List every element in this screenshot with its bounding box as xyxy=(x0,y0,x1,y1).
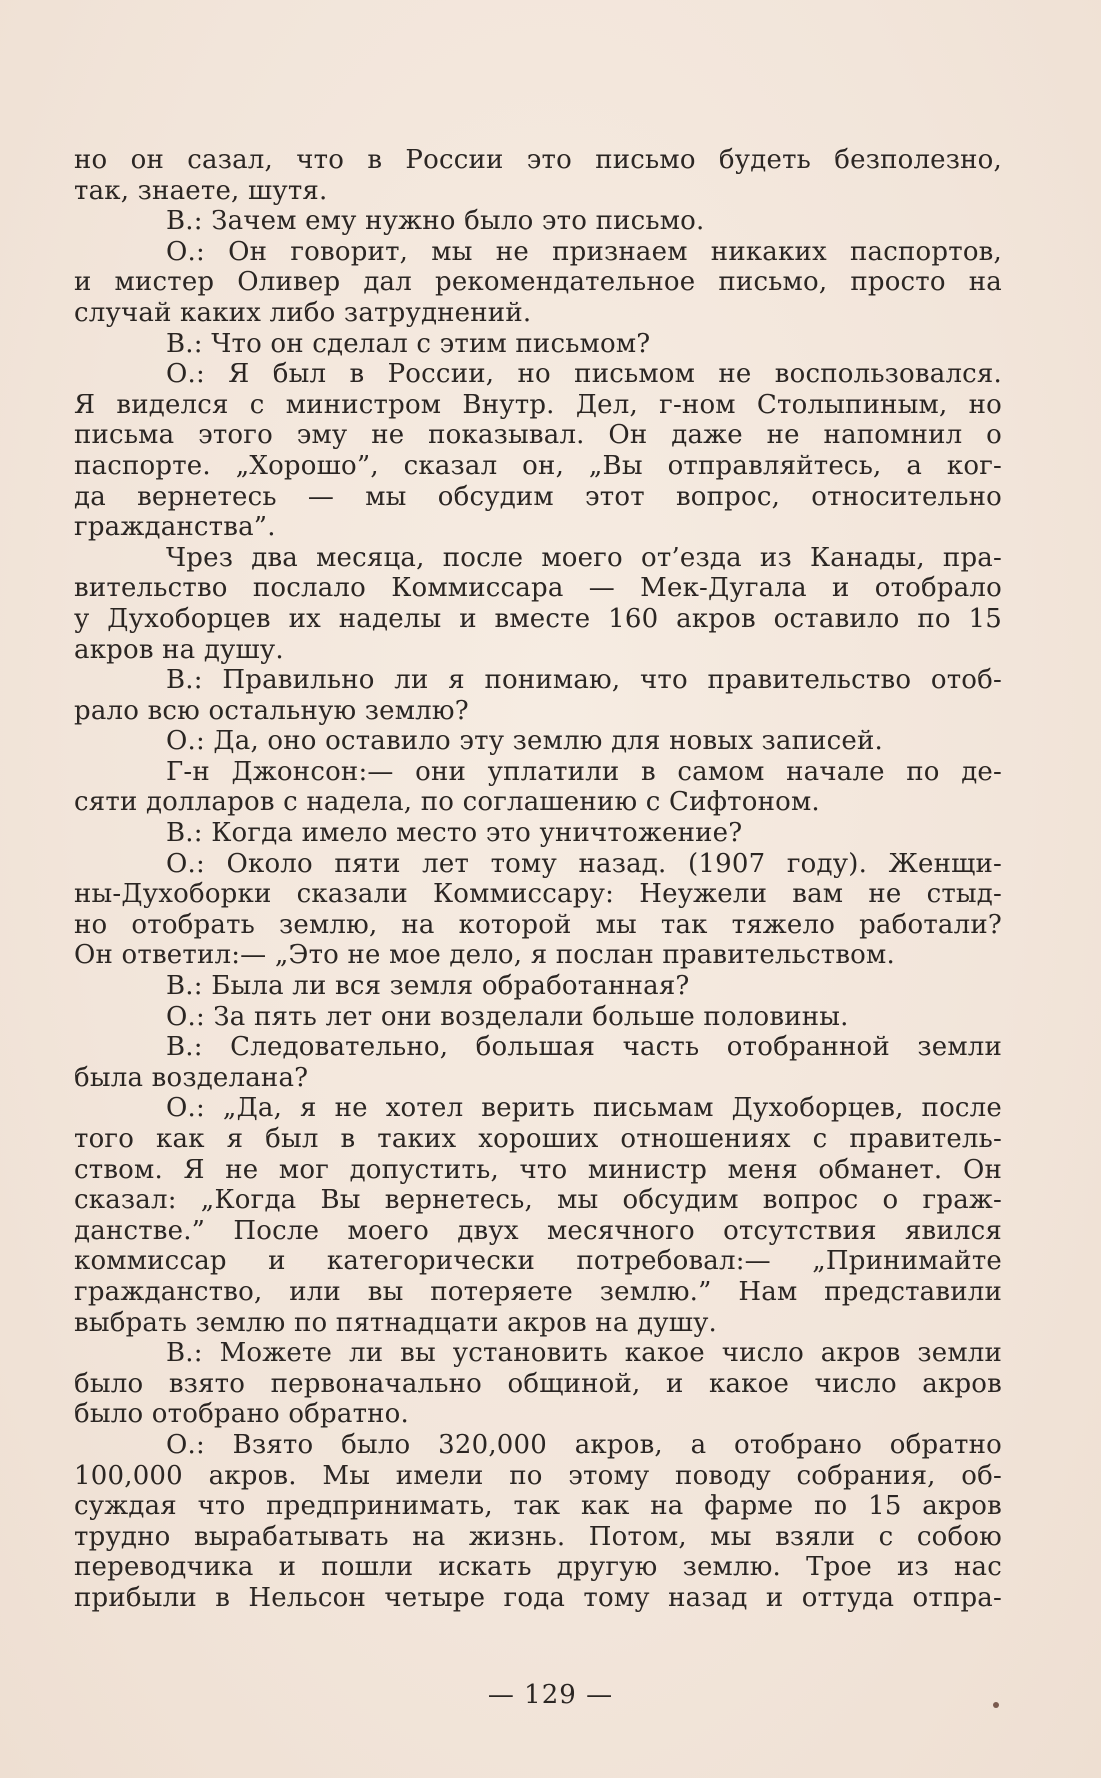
text-line: 100,000 акров. Мы имели по этому поводу собрания, об- xyxy=(74,1460,1002,1491)
text-line: сяти долларов с надела, по соглашению с Сифтоном. xyxy=(74,787,820,818)
text-line: акров на душу. xyxy=(74,634,284,665)
text-line: да вернетесь — мы обсудим этот вопрос, относительно xyxy=(74,481,1002,512)
text-line: Я виделся с министром Внутр. Дел, г-ном Столыпиным, но xyxy=(74,389,1002,420)
text-line: и мистер Оливер дал рекомендательное письмо, просто на xyxy=(74,267,1002,298)
text-line: у Духоборцев их наделы и вместе 160 акров оставило по 15 xyxy=(74,603,1002,634)
text-line: но он сазал, что в России это письмо будеть безполезно, xyxy=(74,145,1002,175)
text-line: суждая что предпринимать, так как на фарме по 15 акров xyxy=(74,1491,1002,1522)
text-line: О.: Около пяти лет тому назад. (1907 году). Женщи- xyxy=(166,848,1002,879)
text-line: В.: Зачем ему нужно было это письмо. xyxy=(166,206,705,237)
ink-speck xyxy=(993,1702,999,1708)
text-line: ством. Я не мог допустить, что министр меня обманет. Он xyxy=(74,1154,1002,1185)
text-line: выбрать землю по пятнадцати акров на душу. xyxy=(74,1307,718,1338)
text-line: так, знаете, шутя. xyxy=(74,175,328,206)
text-line: В.: Следовательно, большая часть отобранной земли xyxy=(166,1032,1002,1063)
text-line: О.: За пять лет они возделали больше половины. xyxy=(166,1001,849,1032)
text-line: Он ответил:— „Это не мое дело, я послан правительством. xyxy=(74,940,895,971)
text-line: О.: Да, оно оставило эту землю для новых записей. xyxy=(166,726,884,757)
text-line: вительство послало Коммиссара — Мек-Дугала и отобрало xyxy=(74,573,1002,604)
text-line: рало всю остальную землю? xyxy=(74,695,469,726)
text-line: коммиссар и категорически потребовал:— „Принимайте xyxy=(74,1246,1002,1277)
text-line: О.: Взято было 320,000 акров, а отобрано обратно xyxy=(166,1429,1002,1460)
text-line: гражданства”. xyxy=(74,512,276,543)
text-line: В.: Правильно ли я понимаю, что правительство отоб- xyxy=(166,665,1002,696)
text-line: В.: Была ли вся земля обработанная? xyxy=(166,971,690,1002)
text-line: О.: Я был в России, но письмом не воспользовался. xyxy=(166,359,1002,390)
text-line: случай каких либо затруднений. xyxy=(74,297,532,328)
text-line: была возделана? xyxy=(74,1062,309,1093)
text-line: В.: Можете ли вы установить какое число акров земли xyxy=(166,1338,1002,1369)
text-line: переводчика и пошли искать другую землю. Трое из нас xyxy=(74,1552,1002,1583)
text-line: письма этого эму не показывал. Он даже не напомнил о xyxy=(74,420,1002,451)
text-line: трудно вырабатывать на жизнь. Потом, мы взяли с собою xyxy=(74,1521,1002,1552)
text-line: было взято первоначально общиной, и какое число акров xyxy=(74,1368,1002,1399)
text-line: О.: „Да, я не хотел верить письмам Духоборцев, после xyxy=(166,1093,1002,1124)
text-line: было отобрано обратно. xyxy=(74,1399,409,1430)
text-line: В.: Когда имело место это уничтожение? xyxy=(166,818,743,849)
text-line: того как я был в таких хороших отношениях с правитель- xyxy=(74,1124,1002,1154)
text-line: прибыли в Нельсон четыре года тому назад и оттуда отпра- xyxy=(74,1582,1002,1613)
text-line: данстве.” После моего двух месячного отсутствия явился xyxy=(74,1215,1002,1246)
text-line: но отобрать землю, на которой мы так тяжело работали? xyxy=(74,909,1002,940)
text-line: паспорте. „Хорошо”, сказал он, „Вы отправляйтесь, а ког- xyxy=(74,450,1002,481)
text-line: В.: Что он сделал с этим письмом? xyxy=(166,328,651,359)
text-line: Г-н Джонсон:— они уплатили в самом начале по де- xyxy=(166,756,1002,787)
text-line: ны-Духоборки сказали Коммиссару: Неужели вам не стыд- xyxy=(74,879,1002,910)
text-line: Чрез два месяца, после моего от’езда из Канады, пра- xyxy=(166,542,1002,573)
body-text xyxy=(74,145,1002,1614)
page-number: — 129 — xyxy=(487,1680,614,1710)
text-line: О.: Он говорит, мы не признаем никаких паспортов, xyxy=(166,236,1002,267)
text-line: гражданство, или вы потеряете землю.” Нам представили xyxy=(74,1276,1002,1307)
text-line: сказал: „Когда Вы вернетесь, мы обсудим вопрос о граж- xyxy=(74,1185,1002,1216)
